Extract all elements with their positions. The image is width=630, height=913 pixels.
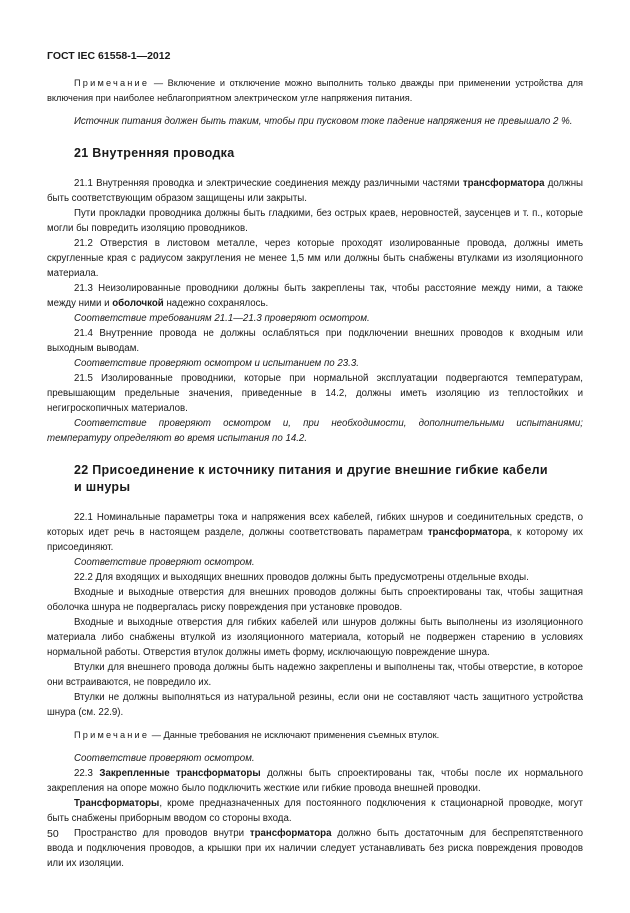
page-number: 50 xyxy=(47,828,59,840)
note-label: Примечание xyxy=(74,78,150,88)
intro-supply-text: Источник питания должен быть таким, чтобы при пусковом токе падение напряжения не превышало 2 %. xyxy=(74,116,573,127)
s22-para-8: Соответствие проверяют осмотром. xyxy=(74,753,255,764)
s21-para-2: Пути прокладки проводника должны быть гладкими, без острых краев, неровностей, заусенцев и т. п., которые могли бы повредить изоляцию проводников. xyxy=(47,208,583,234)
s22-para-10: Трансформаторы, кроме предназначенных для постоянного подключения к стационарной проводке, могут быть снабжены приборным вводом со стороны входа. xyxy=(47,798,583,824)
s22-para-7: Втулки не должны выполняться из натуральной резины, если они не составляют часть защитного устройства шнура (см. 22.9). xyxy=(47,692,583,718)
section-22-heading: 22 Присоединение к источнику питания и другие внешние гибкие кабели и шнуры xyxy=(74,463,548,494)
s22-para-11: Пространство для проводов внутри трансформатора должно быть достаточным для беспрепятственного ввода и подключения проводов, а крышки при их наличии следует устанавливать без риска повреждения проводов или их изоляции. xyxy=(47,828,584,869)
s22-para-1: 22.1 Номинальные параметры тока и напряжения всех кабелей, гибких шнуров и соединительных средств, о которых идет речь в настоящем разделе, должны соответствовать параметрам трансформатора, к которому их присоединяют. xyxy=(47,512,583,553)
s21-para-1: 21.1 Внутренняя проводка и электрические соединения между различными частями трансформатора должны быть соответствующим образом защищены или закрыты. xyxy=(47,178,584,204)
section-21-heading: 21 Внутренняя проводка xyxy=(74,146,235,160)
note-label: Примечание xyxy=(74,730,150,740)
s22-para-3: 22.2 Для входящих и выходящих внешних проводов должны быть предусмотрены отдельные входы. xyxy=(74,572,529,583)
s21-para-8: 21.5 Изолированные проводники, которые при нормальной эксплуатации подвергаются температурам, превышающим предельные значения, приведенные в 14.2, должны иметь изоляцию из теплостойких и негигроскопичных материалов. xyxy=(47,373,583,414)
s21-para-4: 21.3 Неизолированные проводники должны быть закреплены так, чтобы расстояние между ними, а также между ними и оболочкой надежно сохранялось. xyxy=(47,283,583,309)
s21-para-7: Соответствие проверяют осмотром и испытанием по 23.3. xyxy=(74,358,359,369)
s21-para-9: Соответствие проверяют осмотром и, при необходимости, дополнительными испытаниями; температуру определяют во время испытания по 14.2. xyxy=(47,418,583,444)
s22-para-5: Входные и выходные отверстия для гибких кабелей или шнуров должны быть выполнены из изоляционного материала либо снабжены втулкой из изоляционного материала, который не подвержен старению в условиях нормальной работы. Отверстия втулок должны иметь форму, исключающую повреждение шнура. xyxy=(47,617,583,658)
note-text: — Включение и отключение можно выполнить только дважды при применении устройства для включения при наиболее неблагоприятном электрическом угле напряжения питания. xyxy=(47,78,583,103)
document-body xyxy=(47,76,583,871)
s21-para-6: 21.4 Внутренние провода не должны ослабляться при подключении внешних проводов к входным или выходным выводам. xyxy=(47,328,583,354)
s22-note xyxy=(47,728,583,743)
s22-para-2: Соответствие проверяют осмотром. xyxy=(74,557,255,568)
intro-note xyxy=(47,76,583,106)
s22-para-9: 22.3 Закрепленные трансформаторы должны быть спроектированы так, чтобы после их нормального закрепления на опоре можно было подключить жесткие или гибкие провода внешней проводки. xyxy=(47,768,583,794)
s22-para-6: Втулки для внешнего провода должны быть надежно закреплены и выполнены так, чтобы отверстие, в которое они встраиваются, не повредило их. xyxy=(47,662,583,688)
s21-para-3: 21.2 Отверстия в листовом металле, через которые проходят изолированные провода, должны иметь скругленные края с радиусом закругления не менее 1,5 мм или должны быть снабжены втулками из изоляционного материала. xyxy=(47,238,583,279)
s21-para-5: Соответствие требованиям 21.1—21.3 проверяют осмотром. xyxy=(74,313,370,324)
s22-para-4: Входные и выходные отверстия для внешних проводов должны быть спроектированы так, чтобы защитная оболочка шнура не подвергалась риску повреждения при установке проводов. xyxy=(47,587,583,613)
note-text: — Данные требования не исключают применения съемных втулок. xyxy=(149,730,440,740)
document-header: ГОСТ IEC 61558-1—2012 xyxy=(47,50,171,62)
